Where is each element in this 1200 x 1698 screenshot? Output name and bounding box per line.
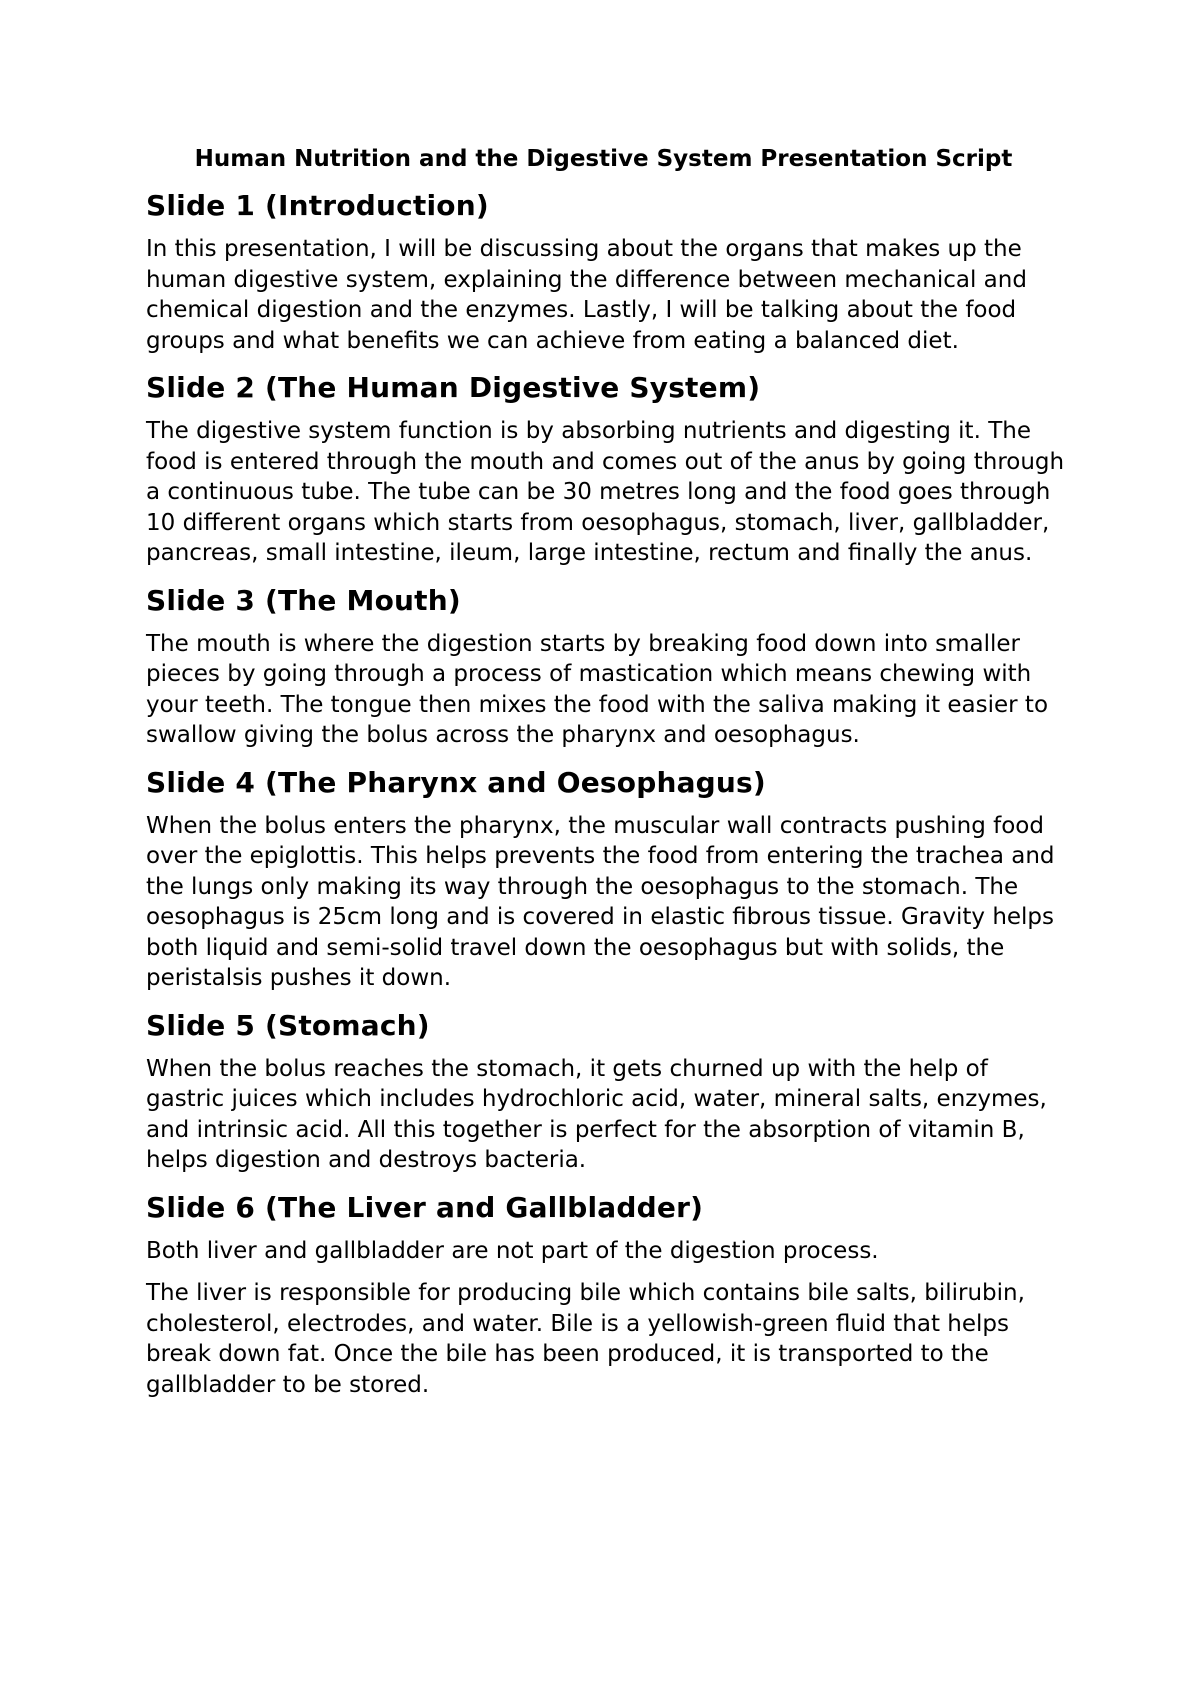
section-heading: Slide 3 (The Mouth) (146, 583, 461, 617)
section-heading: Slide 5 (Stomach) (146, 1008, 430, 1042)
document-title: Human Nutrition and the Digestive System Presentation Script (194, 146, 1013, 172)
section-heading: Slide 1 (Introduction) (146, 189, 489, 222)
section-paragraph: The mouth is where the digestion starts by breaking food down into smaller pieces by going through a process of mastication which means chewing with your teeth. The tongue then mixes the food with the saliva making it easier to swallow giving the bolus across the pharynx and oesophagus. (146, 630, 1049, 748)
section-paragraph: When the bolus enters the pharynx, the muscular wall contracts pushing food over the epiglottis. This helps prevents the food from entering the trachea and the lungs only making its way through the oesophagus to the stomach. The oesophagus is 25cm long and is covered in elastic fibrous tissue. Gravity helps both liquid and semi-solid travel down the oesophagus but with solids, the peristalsis pushes it down. (146, 812, 1055, 991)
section-slide-4 (146, 763, 1066, 994)
section-paragraph: In this presentation, I will be discussing about the organs that makes up the human digestive system, explaining the difference between mechanical and chemical digestion and the enzymes. Lastly, I will be talking about the food groups and what benefits we can achieve from eating a balanced diet. (146, 236, 1027, 354)
section-slide-2 (146, 368, 1066, 569)
section-paragraph: When the bolus reaches the stomach, it gets churned up with the help of gastric juices which includes hydrochloric acid, water, mineral salts, enzymes, and intrinsic acid. All this together is perfect for the absorption of vitamin B, helps digestion and destroys bacteria. (146, 1055, 1047, 1173)
section-slide-5 (146, 1006, 1066, 1176)
document-page (146, 142, 1066, 1412)
section-paragraph: The digestive system function is by absorbing nutrients and digesting it. The food is entered through the mouth and comes out of the anus by going through a continuous tube. The tube can be 30 metres long and the food goes through 10 different organs which starts from oesophagus, stomach, liver, gallbladder, pancreas, small intestine, ileum, large intestine, rectum and finally the anus. (146, 418, 1065, 566)
section-paragraph: The liver is responsible for producing bile which contains bile salts, bilirubin, cholesterol, electrodes, and water. Bile is a yellowish-green fluid that helps break down fat. Once the bile has been produced, it is transported to the gallbladder to be stored. (146, 1280, 1025, 1398)
section-heading: Slide 4 (The Pharynx and Oesophagus) (146, 765, 766, 799)
section-slide-3 (146, 581, 1066, 751)
section-heading: Slide 6 (The Liver and Gallbladder) (146, 1190, 704, 1224)
section-slide-1 (146, 186, 1066, 356)
section-slide-6 (146, 1188, 1066, 1401)
section-paragraph: Both liver and gallbladder are not part of the digestion process. (146, 1237, 879, 1264)
section-heading: Slide 2 (The Human Digestive System) (146, 371, 761, 404)
